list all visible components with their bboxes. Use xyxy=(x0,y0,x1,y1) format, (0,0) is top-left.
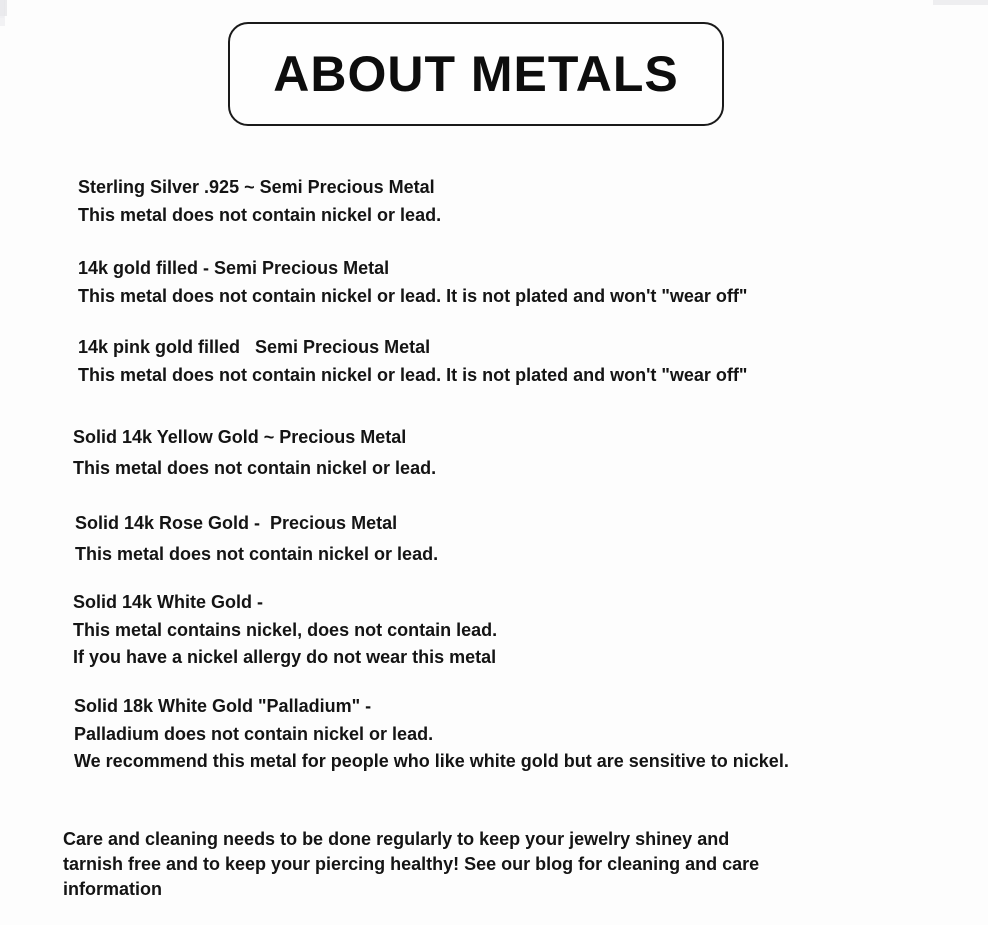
care-note-line: tarnish free and to keep your piercing healthy! See our blog for cleaning and care xyxy=(63,854,760,874)
section-body-line: This metal does not contain nickel or lead. xyxy=(78,205,442,225)
section-body-line: This metal contains nickel, does not contain lead. xyxy=(73,620,498,640)
section-heading: Solid 14k White Gold - xyxy=(73,592,264,612)
care-note xyxy=(63,827,759,902)
section-body-line: This metal does not contain nickel or lead. xyxy=(75,544,439,564)
metal-section-solid-14k-rose-gold xyxy=(75,510,438,568)
metal-section-14k-gold-filled xyxy=(78,255,747,310)
section-body-line: If you have a nickel allergy do not wear this metal xyxy=(73,647,497,667)
scan-artifact xyxy=(0,0,4,18)
section-heading: 14k gold filled - Semi Precious Metal xyxy=(78,258,390,278)
section-body-line: This metal does not contain nickel or lead. It is not plated and won't "wear off" xyxy=(78,286,748,306)
scan-artifact xyxy=(933,0,988,5)
section-body-line: This metal does not contain nickel or lead. xyxy=(73,458,437,478)
metal-section-solid-14k-yellow-gold xyxy=(73,424,436,482)
page-title: ABOUT METALS xyxy=(273,46,679,102)
section-body-line: This metal does not contain nickel or lead. It is not plated and won't "wear off" xyxy=(78,365,748,385)
section-body-line: We recommend this metal for people who like white gold but are sensitive to nickel. xyxy=(74,751,789,771)
scan-artifact xyxy=(0,0,5,26)
section-heading: Solid 18k White Gold "Palladium" - xyxy=(74,696,372,716)
section-heading: Solid 14k Yellow Gold ~ Precious Metal xyxy=(73,427,407,447)
care-note-line: Care and cleaning needs to be done regularly to keep your jewelry shiney and xyxy=(63,829,730,849)
metal-section-sterling-silver xyxy=(78,174,441,229)
metal-section-solid-14k-white-gold xyxy=(73,589,497,671)
section-heading: Solid 14k Rose Gold - Precious Metal xyxy=(75,513,398,533)
metal-section-14k-pink-gold-filled xyxy=(78,334,747,389)
section-body-line: Palladium does not contain nickel or lead. xyxy=(74,724,434,744)
metal-section-solid-18k-white-gold-palladium xyxy=(74,693,789,775)
title-box xyxy=(228,22,724,126)
section-heading: Sterling Silver .925 ~ Semi Precious Metal xyxy=(78,177,435,197)
section-heading: 14k pink gold filled Semi Precious Metal xyxy=(78,337,431,357)
scan-artifact xyxy=(0,0,7,16)
care-note-line: information xyxy=(63,879,162,899)
